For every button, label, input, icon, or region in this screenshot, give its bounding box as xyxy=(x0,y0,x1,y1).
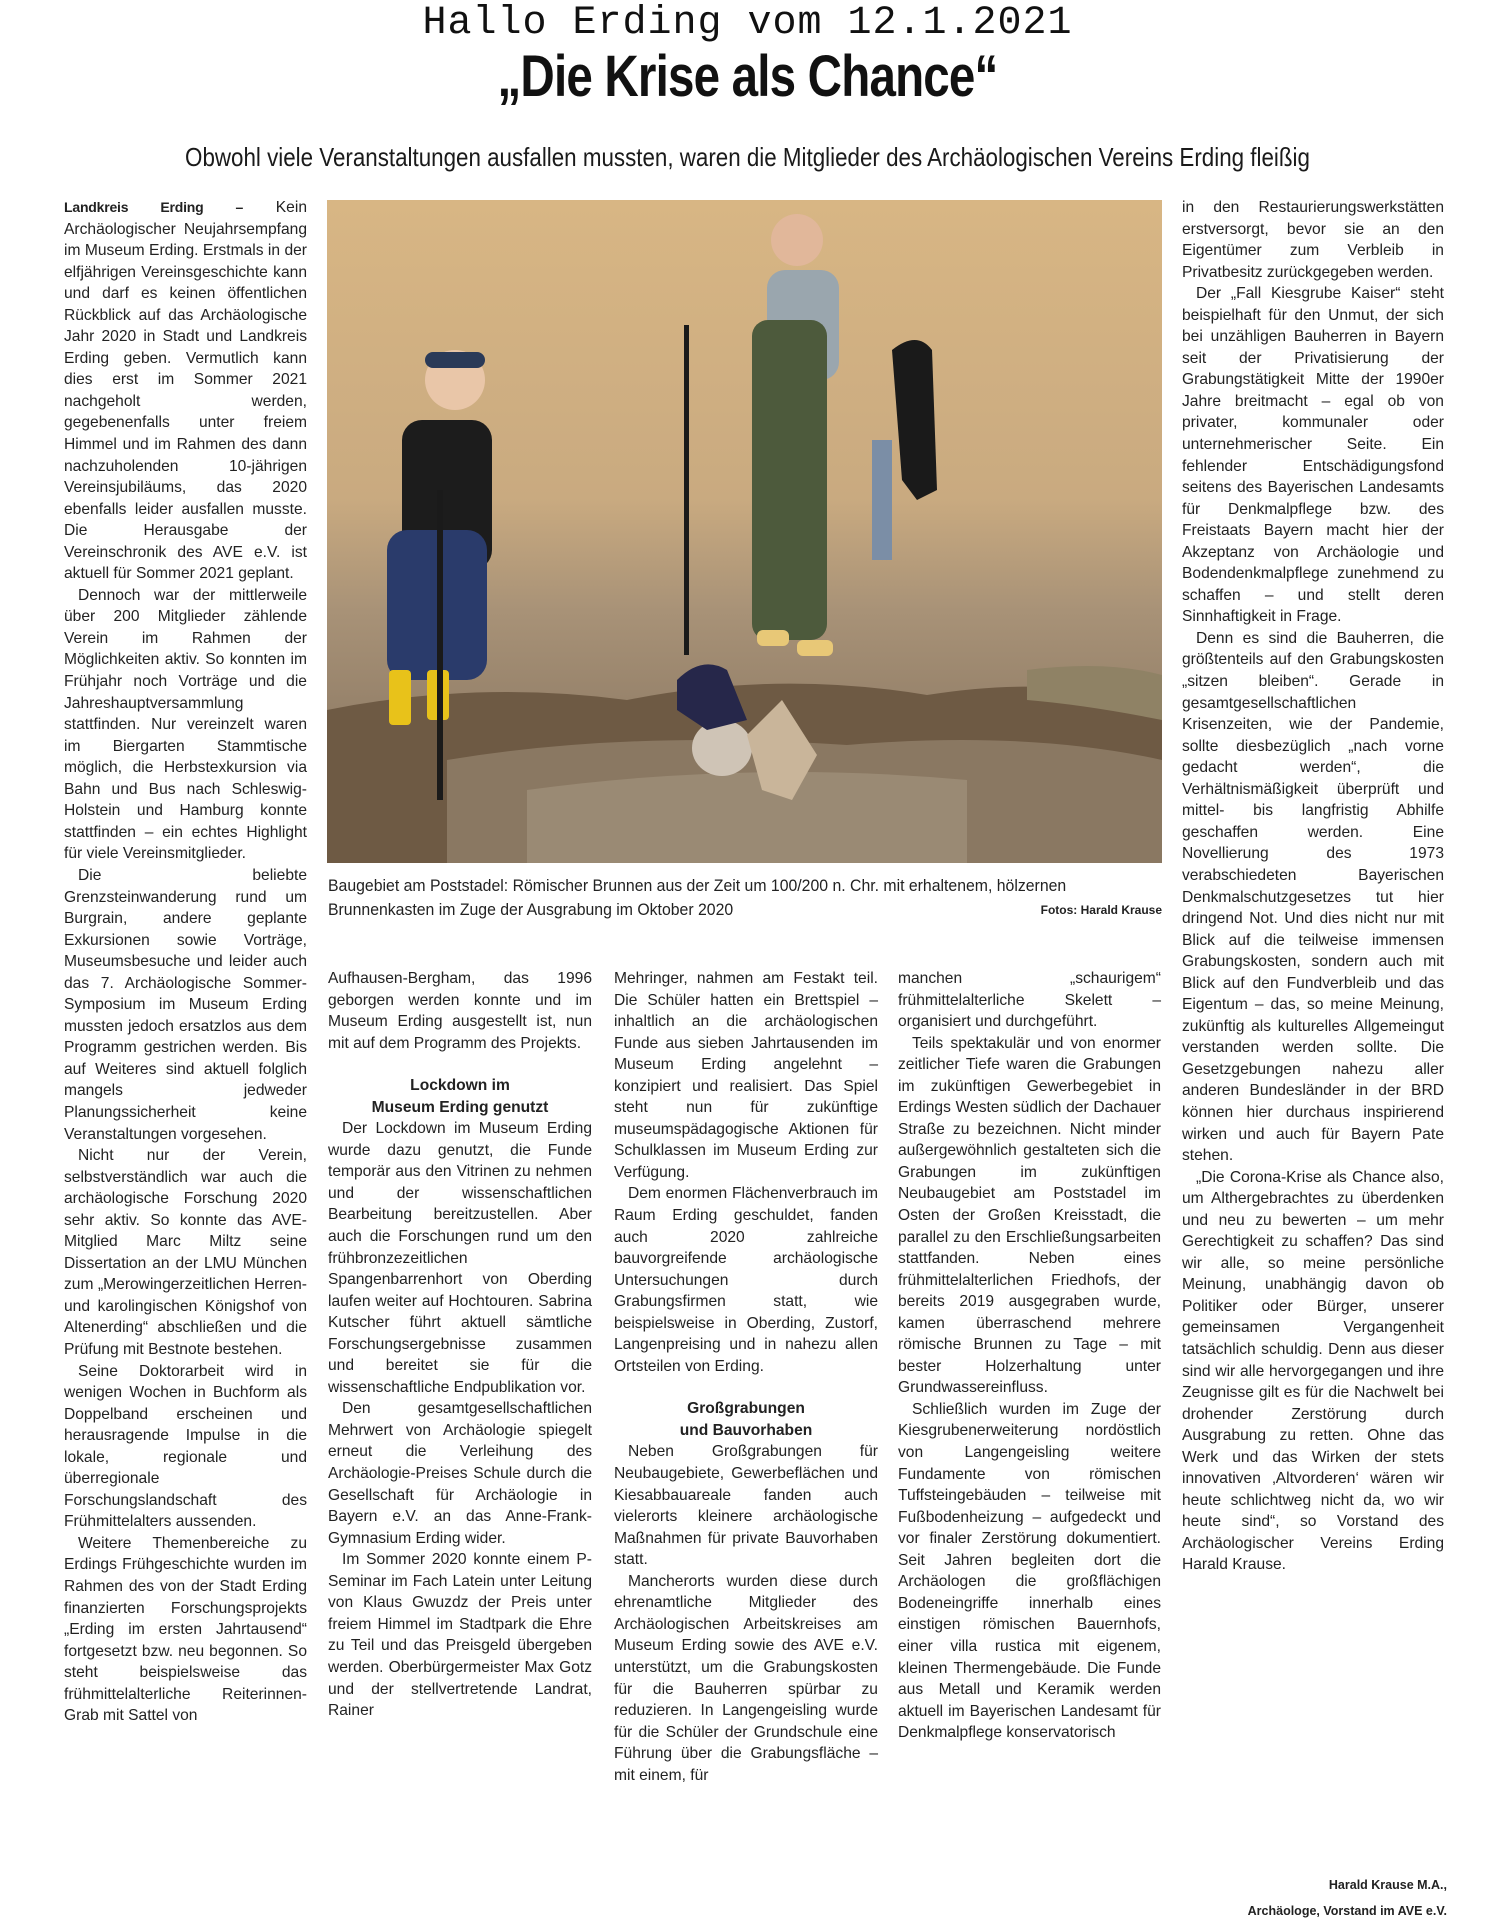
paragraph: Der „Fall Kiesgrube Kaiser“ steht beispielhaft für den Unmut, der sich bei unzähligen Bauherren in Bayern seit der Privatisierung der Grabungstätigkeit Mitte der 1990er Jahre breitmacht – egal ob von privater, kommunaler oder unternehmerischer Seite. Ein fehlender Entschädigungsfond seitens des Bayerischen Landesamts für Denkmalpflege bzw. des Freistaats Bayern macht hier der Akzeptanz von Archäologie und Bodendenkmalpflege zunehmend zu schaffen – und stellt deren Sinnhaftigkeit in Frage. xyxy=(1182,285,1444,626)
paragraph: „Die Corona-Krise als Chance also, um Althergebrachtes zu überdenken und neu zu bewerten – um mehr Gerechtigkeit zu schaffen? Das sind wir alle, so meine persönliche Meinung, unabhängig davon ob Politiker oder Bürger, unserer gemeinsamen Vergangenheit tatsächlich schuldig. Denn aus dieser sind wir alle hervorgegangen und ihre Zeugnisse gilt es für die Nachwelt bei drohender Zerstörung durch Ausgrabung zu retten. Ohne das Werk und das Wirken der stets innovativen ‚Altvorderen‘ wären wir heute schlichtweg nicht da, wo wir heute sind“, so Vorstand des Archäologischer Vereins Erding Harald Krause. xyxy=(1182,1168,1444,1574)
paragraph: in den Restaurierungswerkstätten erstversorgt, bevor sie an den Eigentümer zum Verbleib in Privatbesitz zurückgegeben werden. xyxy=(1182,199,1444,281)
article-column-5 xyxy=(1182,197,1444,1576)
dateline: Landkreis Erding – xyxy=(64,199,244,215)
paragraph: Der Lockdown im Museum Erding wurde dazu genutzt, die Funde temporär aus den Vitrinen zu nehmen und der wissenschaftlichen Bearbeitung bereitzustellen. Aber auch die Forschungen rund um den frühbronzezeitlichen Spangenbarrenhort von Oberding laufen weiter auf Hochtouren. Sabrina Kutscher führt aktuell sämtliche Forschungsergebnisse zusammen und bereitet sie für die wissenschaftliche Endpublikation vor. xyxy=(328,1120,592,1396)
paragraph: Neben Großgrabungen für Neubaugebiete, Gewerbeflächen und Kiesabbauareale fanden auch vielerorts kleinere archäologische Maßnahmen für private Bauvorhaben statt. xyxy=(614,1443,878,1569)
excavation-photo xyxy=(327,200,1162,863)
paragraph: Dennoch war der mittlerweile über 200 Mitglieder zählende Verein im Rahmen der Möglichkeiten aktiv. So konnten im Frühjahr noch Vorträge und die Jahreshauptversammlung stattfinden. Nur vereinzelt waren im Biergarten Stammtische möglich, die Herbstexkursion via Bahn und Bus nach Schleswig-Holstein und Hamburg konnte stattfinden – ein echtes Highlight für viele Vereinsmitglieder. xyxy=(64,586,307,863)
spacer xyxy=(614,1377,878,1398)
article-column-1 xyxy=(64,197,307,1727)
subheadline: Obwohl viele Veranstaltungen ausfallen mussten, waren die Mitglieder des Archäologischen Vereins Erding fleißig xyxy=(185,142,1310,172)
paragraph: Mancherorts wurden diese durch ehrenamtliche Mitglieder des Archäologischen Arbeitskreises am Museum Erding sowie des AVE e.V. unterstützt, um die Grabungskosten für die Bauherren spürbar zu reduzieren. In Langengeisling wurde für die Schüler der Grundschule eine Führung über die Grabungsfläche – mit einem, für xyxy=(614,1572,878,1784)
paragraph: Denn es sind die Bauherren, die größtenteils auf den Grabungskosten „sitzen bleiben“. Gerade in gesamtgesellschaftlichen Krisenzeiten, wie der Pandemie, sollte diesbezüglich „nach vorne gedacht werden“, die Verhältnismäßigkeit überprüft und mittel- bis langfristig Abhilfe geschaffen werden. Eine Novellierung des 1973 verabschiedeten Bayerischen Denkmalschutzgesetzes tut hier dringend Not. Und dies nicht nur mit Blick auf die teilweise immensen Grabungskosten, sondern auch mit Blick auf den Fundverbleib und das Eigentum – das, so meine Meinung, zukünftig als kulturelles Allgemeingut verstanden werden sollte. Die Gesetzgebungen nahezu aller anderen Bundesländer in der BRD können hier durchaus inspirierend wirken und auch für Bayern Pate stehen. xyxy=(1182,629,1444,1165)
paragraph: Die beliebte Grenzsteinwanderung rund um Burgrain, andere geplante Exkursionen sowie Vorträge, Museumsbesuche und leider auch das 7. Archäologische Sommer-Symposium im Museum Erding mussten jedoch ersatzlos aus dem Programm gestrichen werden. Bis auf Weiteres sind aktuell folglich mangels jedweder Planungssicherheit keine Veranstaltungen vorgesehen. xyxy=(64,866,307,1143)
paragraph: manchen „schaurigem“ frühmittelalterliche Skelett – organisiert und durchgeführt. xyxy=(898,970,1161,1031)
section-heading: Großgrabungen und Bauvorhaben xyxy=(679,1400,813,1439)
photo-caption-block xyxy=(328,874,1162,922)
spacer xyxy=(328,1054,592,1075)
kicker-source-date: Hallo Erding vom 12.1.2021 xyxy=(422,1,1073,46)
article-column-2 xyxy=(328,968,592,1722)
author-role: Archäologe, Vorstand im AVE e.V. xyxy=(1247,1904,1447,1918)
paragraph: Den gesamtgesellschaftlichen Mehrwert von Archäologie spiegelt erneut die Verleihung des Archäologie-Preises Schule durch die Gesellschaft für Archäologie in Bayern e.V. an das Anne-Frank-Gymnasium Erding wider. xyxy=(328,1400,592,1547)
section-heading: Lockdown im Museum Erding genutzt xyxy=(371,1077,549,1116)
paragraph: Nicht nur der Verein, selbstverständlich war auch die archäologische Forschung 2020 sehr aktiv. So konnte das AVE-Mitglied Marc Miltz seine Dissertation an der LMU München zum „Merowingerzeitlichen Herren- und karolingischen Königshof von Altenerding“ abschließen und die Prüfung mit Bestnote bestehen. xyxy=(64,1147,307,1358)
paragraph: Teils spektakulär und von enormer zeitlicher Tiefe waren die Grabungen im zukünftigen Gewerbegebiet in Erdings Westen südlich der Dachauer Straße zu bezeichnen. Nicht minder außergewöhnlich gestalteten sich die Grabungen im zukünftigen Neubaugebiet am Poststadel im Osten der Großen Kreisstadt, die parallel zu den Erschließungsarbeiten stattfanden. Neben eines frühmittelalterlichen Friedhofs, der bereits 2019 ausgegraben wurde, kamen überraschend mehrere römische Brunnen zu Tage – mit bester Holzerhaltung unter Grundwassereinfluss. xyxy=(898,1034,1161,1397)
paragraph: Weitere Themenbereiche zu Erdings Frühgeschichte wurden im Rahmen des von der Stadt Erding finanzierten Forschungsprojekts „Erding im ersten Jahrtausend“ fortgesetzt bzw. neu begonnen. So steht beispielsweise das frühmittelalterliche Reiterinnen-Grab mit Sattel von xyxy=(64,1534,307,1725)
author-signature xyxy=(1248,1872,1447,1924)
paragraph: Dem enormen Flächenverbrauch im Raum Erding geschuldet, fanden auch 2020 zahlreiche bauvorgreifende archäologische Untersuchungen durch Grabungsfirmen statt, wie beispielsweise in Oberding, Zustorf, Langenpreising und in nahezu allen Ortsteilen von Erding. xyxy=(614,1185,878,1375)
paragraph: Im Sommer 2020 konnte einem P-Seminar im Fach Latein unter Leitung von Klaus Gwuzdz der Preis unter freiem Himmel im Stadtpark die Ehre zu Teil und das Preisgeld übergeben werden. Oberbürgermeister Max Gotz und der stellvertretende Landrat, Rainer xyxy=(328,1551,592,1720)
paragraph: Landkreis Erding – Kein Archäologischer Neujahrsempfang im Museum Erding. Erstmals in der elfjährigen Vereinsgeschichte kann und darf es keinen öffentlichen Rückblick auf das Archäologische Jahr 2020 in Stadt und Landkreis Erding geben. Vermutlich kann dies erst im Sommer 2021 nachgeholt werden, gegebenenfalls unter freiem Himmel und im Rahmen des dann nachzuholenden 10-jährigen Vereinsjubiläums, das 2020 ebenfalls leider ausfallen musste. Die Herausgabe der Vereinschronik des AVE e.V. ist aktuell für Sommer 2021 geplant. xyxy=(64,199,307,583)
author-name: Harald Krause M.A., xyxy=(1328,1878,1447,1892)
photo-caption: Baugebiet am Poststadel: Römischer Brunnen aus der Zeit um 100/200 n. Chr. mit erhaltenem, hölzernen Brunnenkasten im Zuge der Ausgrabung im Oktober 2020 xyxy=(328,876,1067,919)
photo-illustration xyxy=(327,200,1162,863)
article-column-3 xyxy=(614,968,878,1786)
headline: „Die Krise als Chance“ xyxy=(497,44,998,109)
paragraph: Aufhausen-Bergham, das 1996 geborgen werden konnte und im Museum Erding ausgestellt ist, nun mit auf dem Programm des Projekts. xyxy=(328,970,592,1052)
article-column-4 xyxy=(898,968,1161,1744)
paragraph: Seine Doktorarbeit wird in wenigen Wochen in Buchform als Doppelband erscheinen und herausragende Impulse in die lokale, regionale und überregionale Forschungslandschaft des Frühmittelalters aussenden. xyxy=(64,1362,307,1531)
paragraph: Schließlich wurden im Zuge der Kiesgrubenerweiterung nordöstlich von Langengeisling weitere Fundamente von römischen Tuffsteingebäuden – teilweise mit Fußbodenheizung – aufgedeckt und vor finaler Zerstörung dokumentiert. Seit Jahren begleiten dort die Archäologen die großflächigen Bodeneingriffe innerhalb eines einstigen römischen Bauernhofs, einer villa rustica mit eigenem, kleinen Thermengebäude. Die Funde aus Metall und Keramik werden aktuell im Bayerischen Landesamt für Denkmalpflege konservatorisch xyxy=(898,1400,1161,1742)
paragraph: Mehringer, nahmen am Festakt teil. Die Schüler hatten ein Brettspiel – inhaltlich an die archäologischen Funde aus sieben Jahrtausenden im Museum Erding angelehnt – konzipiert und realisiert. Das Spiel steht nun für zukünftige museumspädagogische Aktionen für Schulklassen im Museum Erding zur Verfügung. xyxy=(614,970,878,1181)
photo-credit: Fotos: Harald Krause xyxy=(1040,903,1162,917)
